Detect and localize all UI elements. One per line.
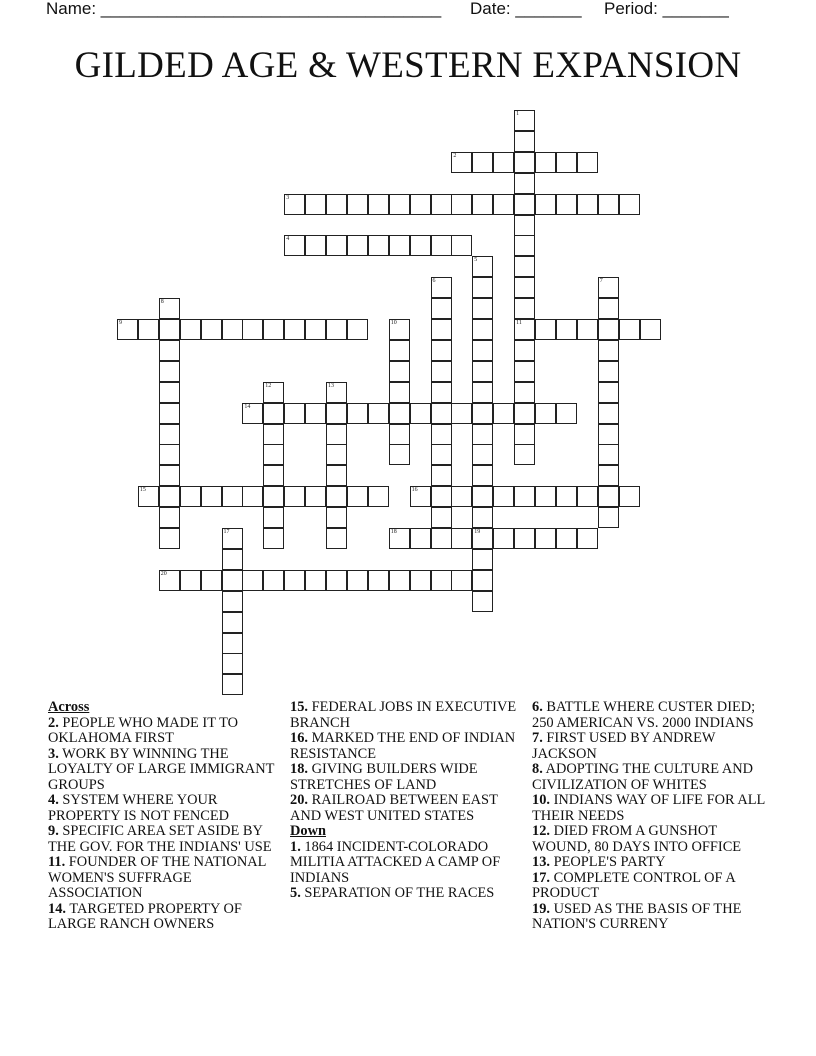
clue-number: 2. [48, 714, 59, 731]
crossword-cell[interactable] [305, 403, 326, 424]
clue-number-label: 6 [432, 278, 436, 285]
crossword-cell[interactable] [431, 570, 452, 591]
crossword-cell[interactable] [222, 653, 243, 674]
clue-item: 3. WORK BY WINNING THE LOYALTY OF LARGE IMMIGRANT GROUPS [48, 745, 275, 793]
crossword-cell[interactable] [598, 507, 619, 528]
crossword-cell[interactable] [222, 319, 243, 340]
crossword-cell[interactable] [368, 570, 389, 591]
crossword-cell[interactable] [242, 486, 263, 507]
clue-item: 9. SPECIFIC AREA SET ASIDE BY THE GOV. FOR THE INDIANS' USE [48, 823, 272, 855]
crossword-cell[interactable] [159, 340, 180, 361]
clue-number-label: 12 [265, 382, 272, 389]
crossword-cell[interactable] [159, 528, 180, 549]
clue-item: 12. DIED FROM A GUNSHOT WOUND, 80 DAYS INTO OFFICE [532, 823, 742, 855]
crossword-cell[interactable] [514, 424, 535, 445]
crossword-cell[interactable] [284, 319, 305, 340]
crossword-cell[interactable] [619, 319, 640, 340]
clue-number: 12. [532, 823, 550, 839]
crossword-cell[interactable] [305, 486, 326, 507]
crossword-cell[interactable] [159, 382, 180, 403]
crossword-cell[interactable] [577, 152, 598, 173]
crossword-cell[interactable] [472, 403, 493, 424]
crossword-cell[interactable] [368, 235, 389, 256]
crossword-cell[interactable] [535, 319, 556, 340]
clue-number: 9. [48, 823, 59, 839]
crossword-cell[interactable] [514, 486, 535, 507]
clue-number: 3. [48, 745, 59, 762]
crossword-cell[interactable] [389, 319, 410, 340]
crossword-cell[interactable] [514, 194, 535, 215]
clue-item: 16. MARKED THE END OF INDIAN RESISTANCE [290, 730, 516, 762]
crossword-cell[interactable] [222, 612, 243, 633]
crossword-cell[interactable] [556, 319, 577, 340]
crossword-cell[interactable] [556, 528, 577, 549]
crossword-cell[interactable] [556, 403, 577, 424]
crossword-cell[interactable] [451, 403, 472, 424]
crossword-cell[interactable] [598, 382, 619, 403]
crossword-cell[interactable] [326, 403, 347, 424]
crossword-cell[interactable] [535, 403, 556, 424]
across-heading: Across [48, 699, 90, 715]
crossword-cell[interactable] [451, 152, 472, 173]
crossword-cell[interactable] [556, 152, 577, 173]
crossword-cell[interactable] [284, 570, 305, 591]
crossword-cell[interactable] [389, 194, 410, 215]
crossword-cell[interactable] [389, 361, 410, 382]
crossword-cell[interactable] [514, 298, 535, 319]
crossword-cell[interactable] [598, 465, 619, 486]
clues-column-1 [48, 700, 276, 933]
crossword-cell[interactable] [577, 528, 598, 549]
clue-number: 10. [532, 792, 550, 808]
clue-number: 4. [48, 792, 59, 808]
clue-number: 5. [290, 885, 301, 901]
clue-number: 14. [48, 900, 66, 917]
crossword-cell[interactable] [431, 507, 452, 528]
crossword-cell[interactable] [431, 528, 452, 549]
clue-number-label: 15 [139, 487, 146, 494]
crossword-cell[interactable] [326, 465, 347, 486]
crossword-cell[interactable] [305, 570, 326, 591]
crossword-cell[interactable] [535, 194, 556, 215]
crossword-cell[interactable] [159, 361, 180, 382]
crossword-cell[interactable] [514, 215, 535, 236]
clue-number-label: 13 [328, 382, 334, 389]
clue-number: 20. [290, 792, 308, 808]
clue-item: 4. SYSTEM WHERE YOUR PROPERTY IS NOT FENCED [48, 792, 230, 824]
clue-number-label: 18 [390, 529, 397, 535]
clue-item: 11. FOUNDER OF THE NATIONAL WOMEN'S SUFFRAGE ASSOCIATION [48, 854, 266, 901]
crossword-cell[interactable] [472, 444, 493, 465]
crossword-cell[interactable] [263, 507, 284, 528]
crossword-cell[interactable] [577, 194, 598, 215]
crossword-cell[interactable] [493, 194, 514, 215]
crossword-cell[interactable] [159, 403, 180, 424]
crossword-cell[interactable] [431, 277, 452, 298]
name-field[interactable]: Name: ____________________________________ [46, 0, 442, 18]
crossword-cell[interactable] [472, 277, 493, 298]
clue-number-label: 1 [516, 111, 520, 117]
crossword-cell[interactable] [514, 528, 535, 549]
crossword-cell[interactable] [493, 403, 514, 424]
crossword-cell[interactable] [347, 403, 368, 424]
clues-column-2 [290, 700, 526, 902]
clue-number: 8. [532, 761, 543, 777]
clue-number-label: 5 [474, 257, 478, 264]
crossword-cell[interactable] [410, 486, 431, 507]
crossword-cell[interactable] [159, 486, 180, 507]
crossword-cell[interactable] [201, 319, 222, 340]
crossword-cell[interactable] [472, 507, 493, 528]
crossword-cell[interactable] [159, 424, 180, 445]
crossword-cell[interactable] [389, 235, 410, 256]
clue-number: 6. [532, 699, 543, 715]
crossword-cell[interactable] [263, 444, 284, 465]
clue-item: 2. PEOPLE WHO MADE IT TO OKLAHOMA FIRST [48, 714, 239, 746]
crossword-cell[interactable] [201, 486, 222, 507]
crossword-cell[interactable] [263, 424, 284, 445]
crossword-cell[interactable] [368, 194, 389, 215]
crossword-cell[interactable] [598, 361, 619, 382]
crossword-cell[interactable] [368, 486, 389, 507]
crossword-cell[interactable] [347, 486, 368, 507]
crossword-cell[interactable] [326, 444, 347, 465]
crossword-cell[interactable] [284, 486, 305, 507]
crossword-cell[interactable] [472, 319, 493, 340]
clue-number-label: 11 [516, 320, 522, 326]
down-heading: Down [290, 823, 326, 839]
crossword-cell[interactable] [493, 528, 514, 549]
crossword-cell[interactable] [222, 549, 243, 570]
crossword-cell[interactable] [472, 298, 493, 319]
crossword-cell[interactable] [138, 486, 159, 507]
crossword-cell[interactable] [493, 152, 514, 173]
clue-number-label: 14 [244, 403, 251, 410]
crossword-cell[interactable] [326, 486, 347, 507]
crossword-cell[interactable] [389, 403, 410, 424]
crossword-cell[interactable] [410, 194, 431, 215]
clue-item: 5. SEPARATION OF THE RACES [290, 885, 495, 901]
crossword-cell[interactable] [451, 194, 472, 215]
crossword-cell[interactable] [514, 361, 535, 382]
crossword-cell[interactable] [326, 507, 347, 528]
page-title: GILDED AGE & WESTERN EXPANSION [74, 45, 742, 86]
crossword-cell[interactable] [389, 570, 410, 591]
crossword-cell[interactable] [472, 152, 493, 173]
clue-number: 17. [532, 869, 550, 886]
crossword-cell[interactable] [431, 298, 452, 319]
crossword-cell[interactable] [640, 319, 661, 340]
crossword-cell[interactable] [284, 194, 305, 215]
crossword-cell[interactable] [410, 570, 431, 591]
crossword-cell[interactable] [514, 256, 535, 277]
crossword-cell[interactable] [619, 486, 640, 507]
crossword-cell[interactable] [326, 424, 347, 445]
crossword-cell[interactable] [451, 486, 472, 507]
crossword-cell[interactable] [598, 340, 619, 361]
crossword-cell[interactable] [535, 528, 556, 549]
crossword-cell[interactable] [472, 465, 493, 486]
crossword-cell[interactable] [347, 235, 368, 256]
crossword-cell[interactable] [222, 633, 243, 654]
clue-number: 18. [290, 761, 308, 777]
crossword-cell[interactable] [472, 340, 493, 361]
crossword-cell[interactable] [242, 570, 263, 591]
crossword-cell[interactable] [263, 319, 284, 340]
crossword-cell[interactable] [431, 444, 452, 465]
crossword-cell[interactable] [222, 674, 243, 695]
crossword-cell[interactable] [535, 486, 556, 507]
clue-number-label: 10 [390, 320, 397, 326]
crossword-cell[interactable] [514, 340, 535, 361]
clue-number-label: 20 [160, 570, 167, 577]
crossword-cell[interactable] [577, 486, 598, 507]
clue-number-label: 8 [160, 299, 164, 306]
clue-number: 15. [290, 699, 308, 715]
clue-number-label: 4 [286, 236, 290, 243]
crossword-cell[interactable] [431, 319, 452, 340]
crossword-cell[interactable] [326, 382, 347, 403]
clue-item: 18. GIVING BUILDERS WIDE STRETCHES OF LAND [290, 761, 478, 793]
crossword-cell[interactable] [222, 486, 243, 507]
crossword-cell[interactable] [451, 235, 472, 256]
crossword-cell[interactable] [263, 528, 284, 549]
crossword-cell[interactable] [431, 340, 452, 361]
clue-item: 1. 1864 INCIDENT-COLORADO MILITIA ATTACKED A CAMP OF INDIANS [290, 838, 501, 886]
crossword-cell[interactable] [472, 549, 493, 570]
crossword-cell[interactable] [472, 256, 493, 277]
crossword-cell[interactable] [556, 486, 577, 507]
crossword-cell[interactable] [117, 319, 138, 340]
crossword-cell[interactable] [263, 403, 284, 424]
crossword-cell[interactable] [326, 528, 347, 549]
crossword-cell[interactable] [410, 403, 431, 424]
crossword-cell[interactable] [263, 465, 284, 486]
crossword-cell[interactable] [598, 194, 619, 215]
crossword-cell[interactable] [305, 235, 326, 256]
crossword-cell[interactable] [472, 486, 493, 507]
crossword-cell[interactable] [263, 382, 284, 403]
crossword-cell[interactable] [180, 570, 201, 591]
crossword-cell[interactable] [514, 152, 535, 173]
crossword-cell[interactable] [159, 319, 180, 340]
crossword-cell[interactable] [305, 194, 326, 215]
crossword-cell[interactable] [598, 486, 619, 507]
crossword-cell[interactable] [493, 486, 514, 507]
crossword-cell[interactable] [514, 131, 535, 152]
crossword-cell[interactable] [389, 382, 410, 403]
crossword-cell[interactable] [598, 277, 619, 298]
crossword-cell[interactable] [472, 591, 493, 612]
crossword-cell[interactable] [556, 194, 577, 215]
clue-number-label: 9 [119, 320, 122, 326]
crossword-cell[interactable] [410, 528, 431, 549]
clue-item: 8. ADOPTING THE CULTURE AND CIVILIZATION OF WHITES [532, 761, 754, 793]
clue-item: 13. PEOPLE'S PARTY [532, 854, 666, 870]
crossword-cell[interactable] [431, 486, 452, 507]
clue-number: 16. [290, 730, 308, 746]
crossword-cell[interactable] [431, 465, 452, 486]
clue-item: 7. FIRST USED BY ANDREW JACKSON [532, 730, 716, 762]
crossword-cell[interactable] [326, 570, 347, 591]
clue-item: 15. FEDERAL JOBS IN EXECUTIVE BRANCH [290, 699, 517, 731]
clue-item: 14. TARGETED PROPERTY OF LARGE RANCH OWNERS [48, 900, 242, 932]
clue-number-label: 17 [223, 529, 230, 535]
crossword-cell[interactable] [451, 528, 472, 549]
crossword-cell[interactable] [598, 298, 619, 319]
crossword-cell[interactable] [598, 319, 619, 340]
crossword-cell[interactable] [451, 570, 472, 591]
crossword-cell[interactable] [577, 319, 598, 340]
crossword-cell[interactable] [598, 403, 619, 424]
crossword-cell[interactable] [159, 298, 180, 319]
crossword-cell[interactable] [472, 361, 493, 382]
crossword-cell[interactable] [431, 403, 452, 424]
crossword-cell[interactable] [389, 424, 410, 445]
crossword-cell[interactable] [222, 528, 243, 549]
crossword-cell[interactable] [535, 152, 556, 173]
clue-item: 6. BATTLE WHERE CUSTER DIED; 250 AMERICAN VS. 2000 INDIANS [532, 699, 756, 731]
crossword-cell[interactable] [347, 194, 368, 215]
clue-number: 13. [532, 854, 550, 870]
crossword-cell[interactable] [180, 486, 201, 507]
crossword-cell[interactable] [514, 403, 535, 424]
crossword-cell[interactable] [410, 235, 431, 256]
crossword-cell[interactable] [180, 319, 201, 340]
crossword-cell[interactable] [222, 591, 243, 612]
clue-item: 19. USED AS THE BASIS OF THE NATION'S CURRENY [532, 900, 742, 932]
crossword-cell[interactable] [389, 528, 410, 549]
crossword-cell[interactable] [472, 382, 493, 403]
crossword-cell[interactable] [431, 382, 452, 403]
crossword-cell[interactable] [138, 319, 159, 340]
crossword-cell[interactable] [326, 319, 347, 340]
period-field[interactable]: Period: _______ [604, 0, 729, 18]
crossword-cell[interactable] [326, 235, 347, 256]
clue-number: 19. [532, 900, 550, 917]
crossword-cell[interactable] [159, 444, 180, 465]
crossword-cell[interactable] [472, 528, 493, 549]
crossword-cell[interactable] [242, 403, 263, 424]
crossword-cell[interactable] [514, 382, 535, 403]
clue-item: 10. INDIANS WAY OF LIFE FOR ALL THEIR NEEDS [532, 792, 765, 824]
crossword-cell[interactable] [431, 424, 452, 445]
clues-column-3 [532, 700, 768, 933]
crossword-cell[interactable] [598, 424, 619, 445]
crossword-cell[interactable] [159, 570, 180, 591]
crossword-cell[interactable] [472, 424, 493, 445]
crossword-cell[interactable] [389, 444, 410, 465]
clue-number: 11. [48, 854, 66, 870]
crossword-cell[interactable] [514, 277, 535, 298]
crossword-cell[interactable] [514, 110, 535, 131]
clue-number: 7. [532, 730, 543, 746]
crossword-cell[interactable] [472, 194, 493, 215]
clue-number-label: 7 [599, 278, 603, 285]
clue-number-label: 16 [411, 487, 418, 494]
crossword-cell[interactable] [514, 173, 535, 194]
crossword-cell[interactable] [284, 403, 305, 424]
crossword-cell[interactable] [389, 340, 410, 361]
crossword-cell[interactable] [619, 194, 640, 215]
crossword-cell[interactable] [326, 194, 347, 215]
crossword-cell[interactable] [514, 444, 535, 465]
clue-number-label: 19 [474, 529, 481, 535]
date-field[interactable]: Date: _______ [470, 0, 582, 18]
crossword-cell[interactable] [263, 486, 284, 507]
crossword-cell[interactable] [472, 570, 493, 591]
crossword-cell[interactable] [159, 465, 180, 486]
crossword-cell[interactable] [431, 194, 452, 215]
crossword-cell[interactable] [347, 570, 368, 591]
clue-number: 1. [290, 838, 301, 855]
crossword-cell[interactable] [368, 403, 389, 424]
crossword-cell[interactable] [263, 570, 284, 591]
crossword-cell[interactable] [514, 235, 535, 256]
crossword-cell[interactable] [159, 507, 180, 528]
crossword-cell[interactable] [242, 319, 263, 340]
clue-item: 17. COMPLETE CONTROL OF A PRODUCT [532, 869, 735, 901]
crossword-cell[interactable] [514, 319, 535, 340]
crossword-cell[interactable] [347, 319, 368, 340]
crossword-cell[interactable] [201, 570, 222, 591]
clue-number-label: 2 [453, 152, 457, 159]
crossword-cell[interactable] [305, 319, 326, 340]
clue-number-label: 3 [286, 194, 290, 201]
crossword-cell[interactable] [598, 444, 619, 465]
crossword-cell[interactable] [431, 235, 452, 256]
clue-item: 20. RAILROAD BETWEEN EAST AND WEST UNITED STATES [290, 792, 498, 824]
crossword-cell[interactable] [284, 235, 305, 256]
crossword-cell[interactable] [222, 570, 243, 591]
crossword-cell[interactable] [431, 361, 452, 382]
